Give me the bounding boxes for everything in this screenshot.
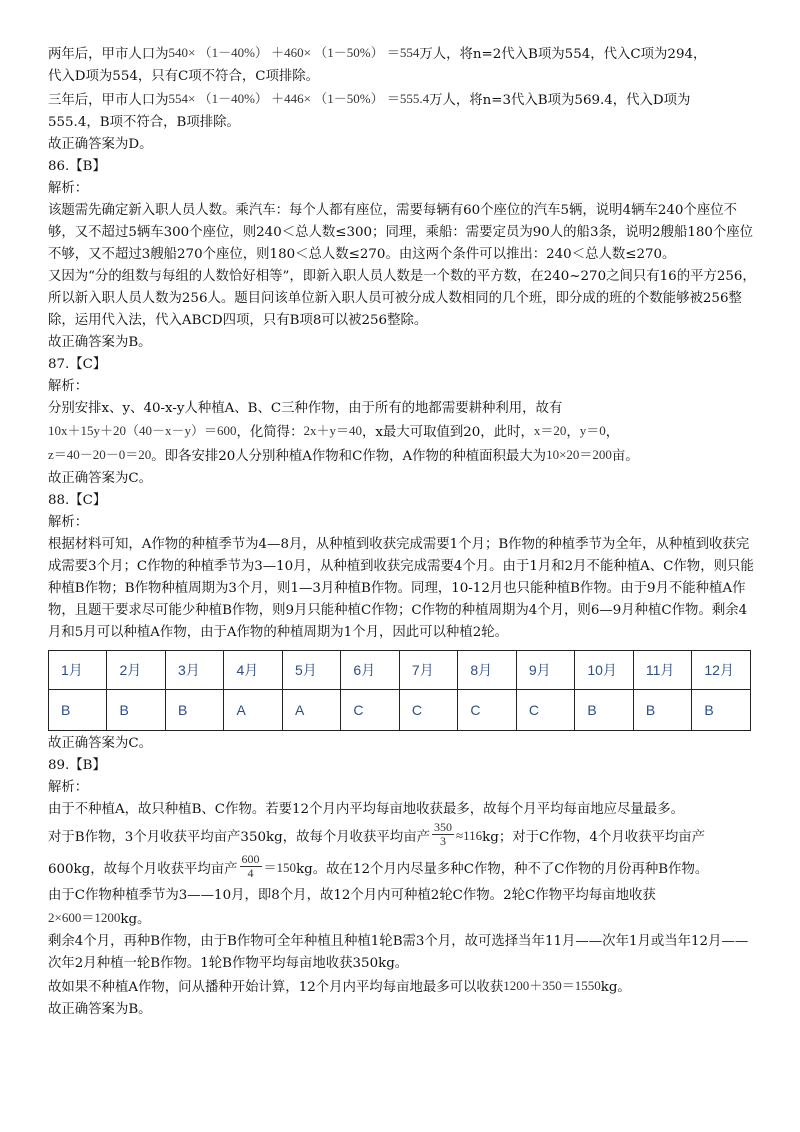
crop-cell: C (516, 690, 574, 731)
month-cell: 6月 (341, 651, 399, 690)
q87-conclusion: 故正确答案为C。 (48, 471, 152, 486)
math-formula: ＝150 (263, 860, 297, 875)
crop-cell: B (49, 690, 107, 731)
q85-three-years-line (48, 88, 760, 112)
text: 对于B作物，3个月收获平均亩产350kg，故每个月收获平均亩产 (48, 830, 430, 845)
month-cell: 4月 (224, 651, 282, 690)
q88-paragraph: 根据材料可知，A作物的种植季节为4—8月，从种植到收获完成需要1个月；B作物的种植季节为全年，从种植到收获完成需要3个月；C作物的种植季节为3—10月，从种植到收获完成需要4个月。由于1月和2月不能种植A、C作物，则只能种植B作物；B作物种植周期为3个月，则1—3月种植B作物。同理，10-12月也只能种植B作物。由于9月不能种植A作物，且题干要求尽可能少种植B作物，则9月只能种植C作物；C作物的种植周期为4个月，则6—9月种植C作物。剩余4月和5月可以种植A作物，由于A作物的种植周期为1个月，因此可以种植2轮。 (48, 537, 754, 640)
q89-math-line (48, 907, 760, 931)
fraction (240, 853, 262, 880)
fraction (432, 821, 454, 848)
crop-cell: C (399, 690, 457, 731)
q86-label: 解析： (48, 181, 89, 196)
month-cell: 8月 (458, 651, 516, 690)
math-formula: 10×20＝200 (546, 447, 612, 462)
crop-cell: B (692, 690, 751, 731)
q87-equation-line (48, 420, 760, 444)
q89-line: 由于不种植A，故只种植B、C作物。若要12个月内平均每亩地收获最多，故每个月平均每亩地应尽量最多。 (48, 802, 684, 817)
text: 亩。 (611, 449, 639, 464)
month-cell: 10月 (575, 651, 634, 690)
q89-conclusion: 故正确答案为B。 (48, 1002, 152, 1017)
q89-header: 89.【B】 (48, 758, 106, 773)
q89-final-line (48, 975, 760, 999)
text: kg；对于C作物，4个月收获平均亩产 (482, 830, 706, 845)
q89-paragraph: 剩余4个月，再种B作物，由于B作物可全年种植且种植1轮B需3个月，故可选择当年11月——次年1月或当年12月——次年2月种植一轮B作物。1轮B作物平均每亩地收获350kg。 (48, 934, 749, 971)
q86-paragraph: 又因为“分的组数与每组的人数恰好相等”，即新入职人员人数是一个数的平方数，在240~270之间只有16的平方256，所以新入职人员人数为256人。题目问该单位新入职人员可被分成人数相同的几个班，即分成的班的个数能够被256整除，运用代入法，代入ABCD四项，只有B项8可以被256整除。 (48, 269, 756, 328)
q89-line: 由于C作物种植季节为3——10月，即8个月，故12个月内可种植2轮C作物。2轮C作物平均每亩地收获 (48, 888, 656, 903)
q85-line: 555.4，B项不符合，B项排除。 (48, 115, 240, 130)
month-cell: 1月 (49, 651, 107, 690)
month-cell: 7月 (399, 651, 457, 690)
q88-label: 解析： (48, 515, 89, 530)
crop-cell: B (633, 690, 692, 731)
q85-line: 代入D项为554，只有C项不符合，C项排除。 (48, 69, 320, 84)
math-formula: 554× （1－40%） ＋446× （1－50%） ＝555.4 (168, 91, 430, 106)
text: 故如果不种植A作物，问从播种开始计算，12个月内平均每亩地最多可以收获 (48, 980, 504, 995)
q88-header: 88.【C】 (48, 493, 107, 508)
crop-cell: B (107, 690, 165, 731)
math-formula: x＝20 (533, 423, 567, 438)
crop-row (49, 690, 751, 731)
crop-cell: B (575, 690, 634, 731)
math-formula: ≈116 (455, 828, 483, 843)
fraction-denominator: 3 (439, 834, 446, 848)
q89-c-crop-line (48, 853, 760, 885)
text: 600kg，故每个月收获平均亩产 (48, 862, 238, 877)
text: ， (566, 425, 580, 440)
fraction-numerator: 350 (433, 820, 452, 834)
month-cell: 5月 (282, 651, 340, 690)
text: 三年后，甲市人口为 (48, 93, 169, 108)
text: kg。 (600, 980, 631, 995)
text: 。即各安排20人分别种植A作物和C作物，A作物的种植面积最大为 (151, 449, 547, 464)
crop-cell: A (224, 690, 282, 731)
fraction-numerator: 600 (241, 852, 260, 866)
crop-cell: C (341, 690, 399, 731)
math-formula: 10x＋15y＋20（40－x－y）＝600 (48, 423, 237, 438)
q88-conclusion: 故正确答案为C。 (48, 736, 152, 751)
text: ，化简得： (236, 425, 304, 440)
math-formula: z＝40－20－0＝20 (48, 447, 152, 462)
q85-two-years-line (48, 42, 760, 66)
q86-conclusion: 故正确答案为B。 (48, 335, 152, 350)
q89-b-crop-line (48, 821, 760, 853)
math-formula: 1200＋350＝1550 (503, 978, 601, 993)
text: 万人，将n=3代入B项为569.4，代入D项为 (429, 93, 691, 108)
month-row (49, 651, 751, 690)
q87-result-line (48, 444, 760, 468)
fraction-denominator: 4 (247, 866, 254, 880)
q85-conclusion: 故正确答案为D。 (48, 137, 153, 152)
math-formula: y＝0 (579, 423, 606, 438)
text: ， (605, 425, 620, 440)
month-cell: 12月 (692, 651, 751, 690)
crop-schedule-table (48, 650, 751, 731)
q86-paragraph: 该题需先确定新入职人员人数。乘汽车：每个人都有座位，需要每辆有60个座位的汽车5辆，说明4辆车240个座位不够，又不超过5辆车300个座位，则240＜总人数≤300；同理，乘船：需要定员为90人的船3条，说明2艘船180个座位不够，又不超过3艘船270个座位，则180＜总人数≤270。由这两个条件可以推出：240＜总人数≤270。 (48, 203, 754, 262)
text: kg。故在12个月内尽量多种C作物，种不了C作物的月份再种B作物。 (296, 862, 709, 877)
month-cell: 9月 (516, 651, 574, 690)
math-formula: 2×600＝1200 (48, 910, 121, 925)
text: kg。 (120, 912, 151, 927)
crop-cell: B (165, 690, 223, 731)
text: 万人，将n=2代入B项为554，代入C项为294， (419, 47, 707, 62)
text: 两年后，甲市人口为 (48, 47, 169, 62)
crop-cell: A (282, 690, 340, 731)
month-cell: 3月 (165, 651, 223, 690)
month-cell: 11月 (633, 651, 692, 690)
month-cell: 2月 (107, 651, 165, 690)
q87-header: 87.【C】 (48, 357, 107, 372)
q89-label: 解析： (48, 780, 89, 795)
math-formula: 540× （1－40%） ＋460× （1－50%） ＝554 (168, 45, 420, 60)
answer-explanation-page (48, 42, 760, 1021)
q87-label: 解析： (48, 379, 89, 394)
q87-line: 分别安排x、y、40-x-y人种植A、B、C三种作物，由于所有的地都需要耕种利用，故有 (48, 401, 563, 416)
math-formula: 2x＋y＝40 (303, 423, 362, 438)
text: ，x最大可取值到20，此时， (361, 425, 534, 440)
q86-header: 86.【B】 (48, 159, 106, 174)
crop-cell: C (458, 690, 516, 731)
